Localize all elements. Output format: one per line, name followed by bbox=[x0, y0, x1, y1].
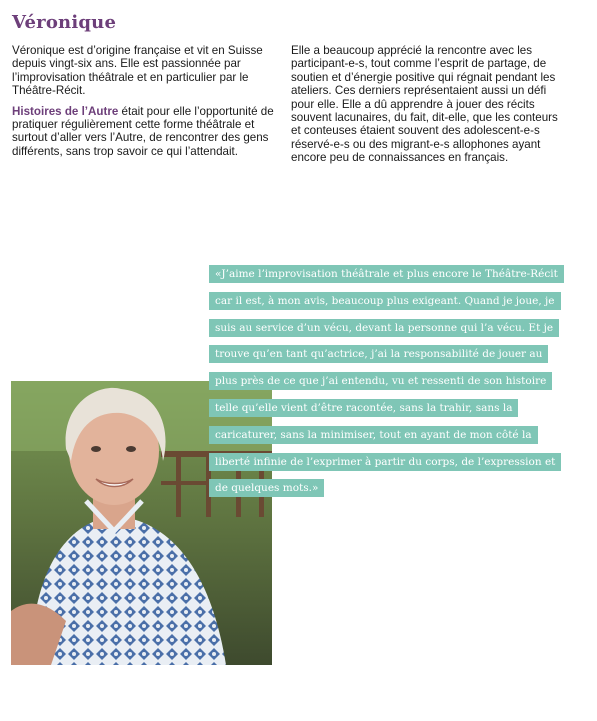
right-text-column bbox=[291, 44, 561, 172]
project-paragraph bbox=[12, 105, 274, 159]
project-paragraph-text: était pour elle l’opportunité de pratiquer régulièrement cette forme théâtrale et surtout d’aller vers l’Autre, de rencontrer des gens différents, sans trop savoir ce qui l’attendait. bbox=[12, 104, 274, 158]
left-text-column bbox=[12, 44, 274, 165]
intro-paragraph: Véronique est d’origine française et vit en Suisse depuis vingt-six ans. Elle est passionnée par l’improvisation théâtrale et en particulier par le Théâtre-Récit. bbox=[12, 44, 263, 98]
page-title: Véronique bbox=[12, 12, 117, 33]
testimonial-quote bbox=[209, 261, 559, 502]
experience-paragraph: Elle a beaucoup apprécié la rencontre avec les participant-e-s, tout comme l’esprit de partage, de soutien et d’énergie positive qui régnait pendant les ateliers. Ces derniers représentaient aussi un défi pour elle. Elle a dû apprendre à jouer des récits souvent lacunaires, du fait, dit-elle, que les conteurs et conteuses étaient souvent des adolescent-e-s réservé-e-s ou des migrant-e-s allophones ayant encore peu de connaissances en français. bbox=[291, 44, 558, 165]
quote-text: «J’aime l’improvisation théâtrale et plus encore le Théâtre-Récit car il est, à mon avis, beaucoup plus exigeant. Quand je joue, je suis au service d’un vécu, devant la personne qui l’a vécu. Et je trouve qu’en tant qu’actrice, j’ai la responsabilité de jouer au plus près de ce que j’ai entendu, vu et ressenti de son histoire telle qu’elle vient d’être racontée, sans la trahir, sans la caricaturer, sans la minimiser, tout en ayant de mon côté la liberté infinie de l’exprimer à partir du corps, de l’expression et de quelques mots.» bbox=[209, 265, 564, 497]
project-name-highlight: Histoires de l’Autre bbox=[12, 104, 119, 118]
